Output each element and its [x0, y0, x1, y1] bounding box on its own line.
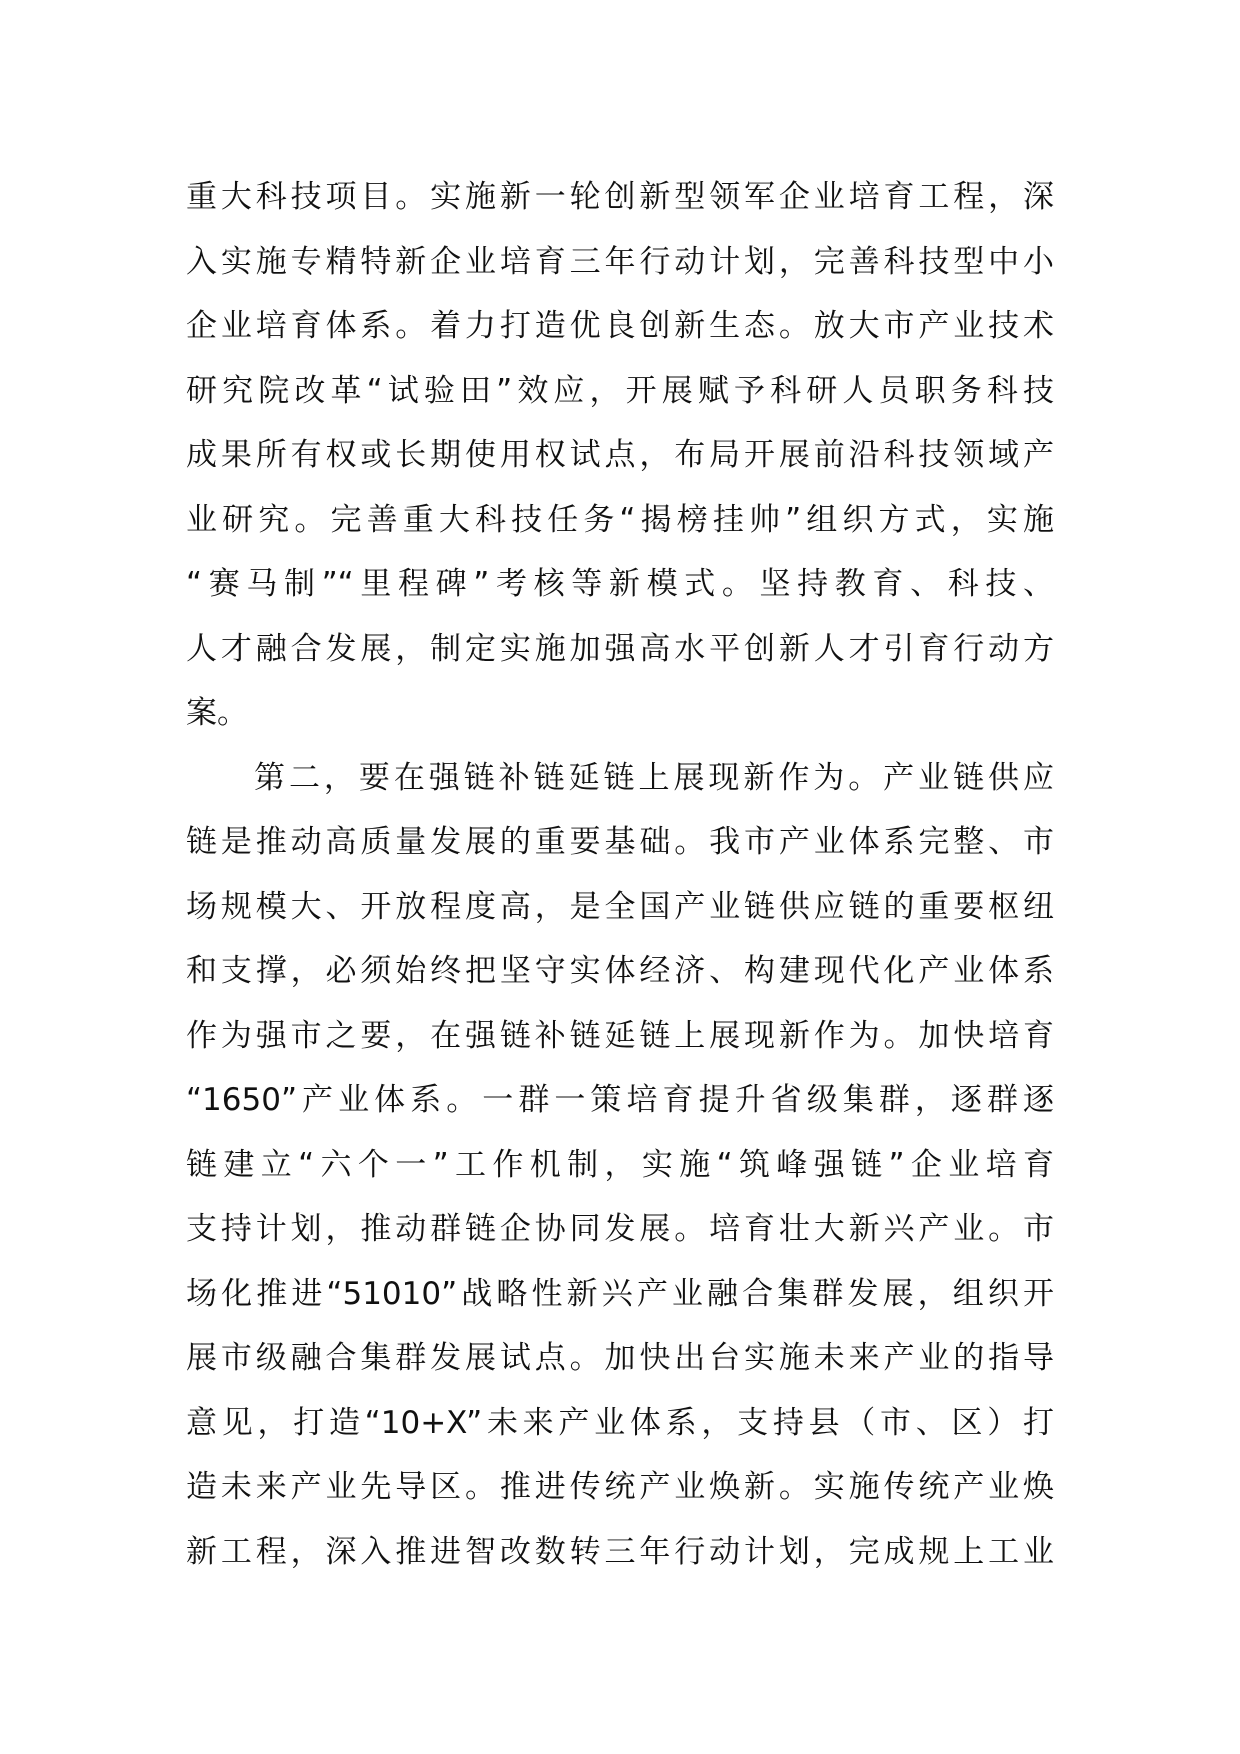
text-line: 成果所有权或长期使用权试点，布局开展前沿科技领域产 [186, 437, 1054, 473]
text-line: 支持计划，推动群链企协同发展。培育壮大新兴产业。市 [186, 1211, 1054, 1247]
text-line: 人才融合发展，制定实施加强高水平创新人才引育行动方 [186, 630, 1054, 667]
text-line: “赛马制”“里程碑”考核等新模式。坚持教育、科技、 [186, 566, 1054, 602]
paragraph-first-line: 第二，要在强链补链延链上展现新作为。产业链供应 [254, 759, 1054, 796]
text-line: 业研究。完善重大科技任务“揭榜挂帅”组织方式，实施 [186, 501, 1054, 538]
text-line: 新工程，深入推进智改数转三年行动计划，完成规上工业 [186, 1533, 1054, 1570]
text-line: “1650”产业体系。一群一策培育提升省级集群，逐群逐 [186, 1082, 1054, 1118]
text-line: 展市级融合集群发展试点。加快出台实施未来产业的指导 [186, 1340, 1054, 1376]
text-line: 研究院改革“试验田”效应，开展赋予科研人员职务科技 [186, 372, 1054, 409]
text-line: 意见，打造“10+X”未来产业体系，支持县（市、区）打 [186, 1404, 1054, 1441]
text-line: 入实施专精特新企业培育三年行动计划，完善科技型中小 [186, 243, 1054, 280]
text-line: 链建立“六个一”工作机制，实施“筑峰强链”企业培育 [186, 1146, 1054, 1183]
text-line: 重大科技项目。实施新一轮创新型领军企业培育工程，深 [186, 179, 1054, 215]
text-line: 造未来产业先导区。推进传统产业焕新。实施传统产业焕 [186, 1469, 1054, 1505]
text-line: 场规模大、开放程度高，是全国产业链供应链的重要枢纽 [186, 888, 1054, 925]
text-line: 企业培育体系。着力打造优良创新生态。放大市产业技术 [186, 308, 1054, 344]
body-text [186, 165, 1054, 1584]
text-line: 作为强市之要，在强链补链延链上展现新作为。加快培育 [186, 1017, 1054, 1054]
paragraph-end-line: 案。 [186, 695, 248, 731]
text-line: 和支撑，必须始终把坚守实体经济、构建现代化产业体系 [186, 953, 1054, 989]
text-line: 链是推动高质量发展的重要基础。我市产业体系完整、市 [186, 824, 1054, 860]
text-line: 场化推进“51010”战略性新兴产业融合集群发展，组织开 [186, 1275, 1054, 1312]
